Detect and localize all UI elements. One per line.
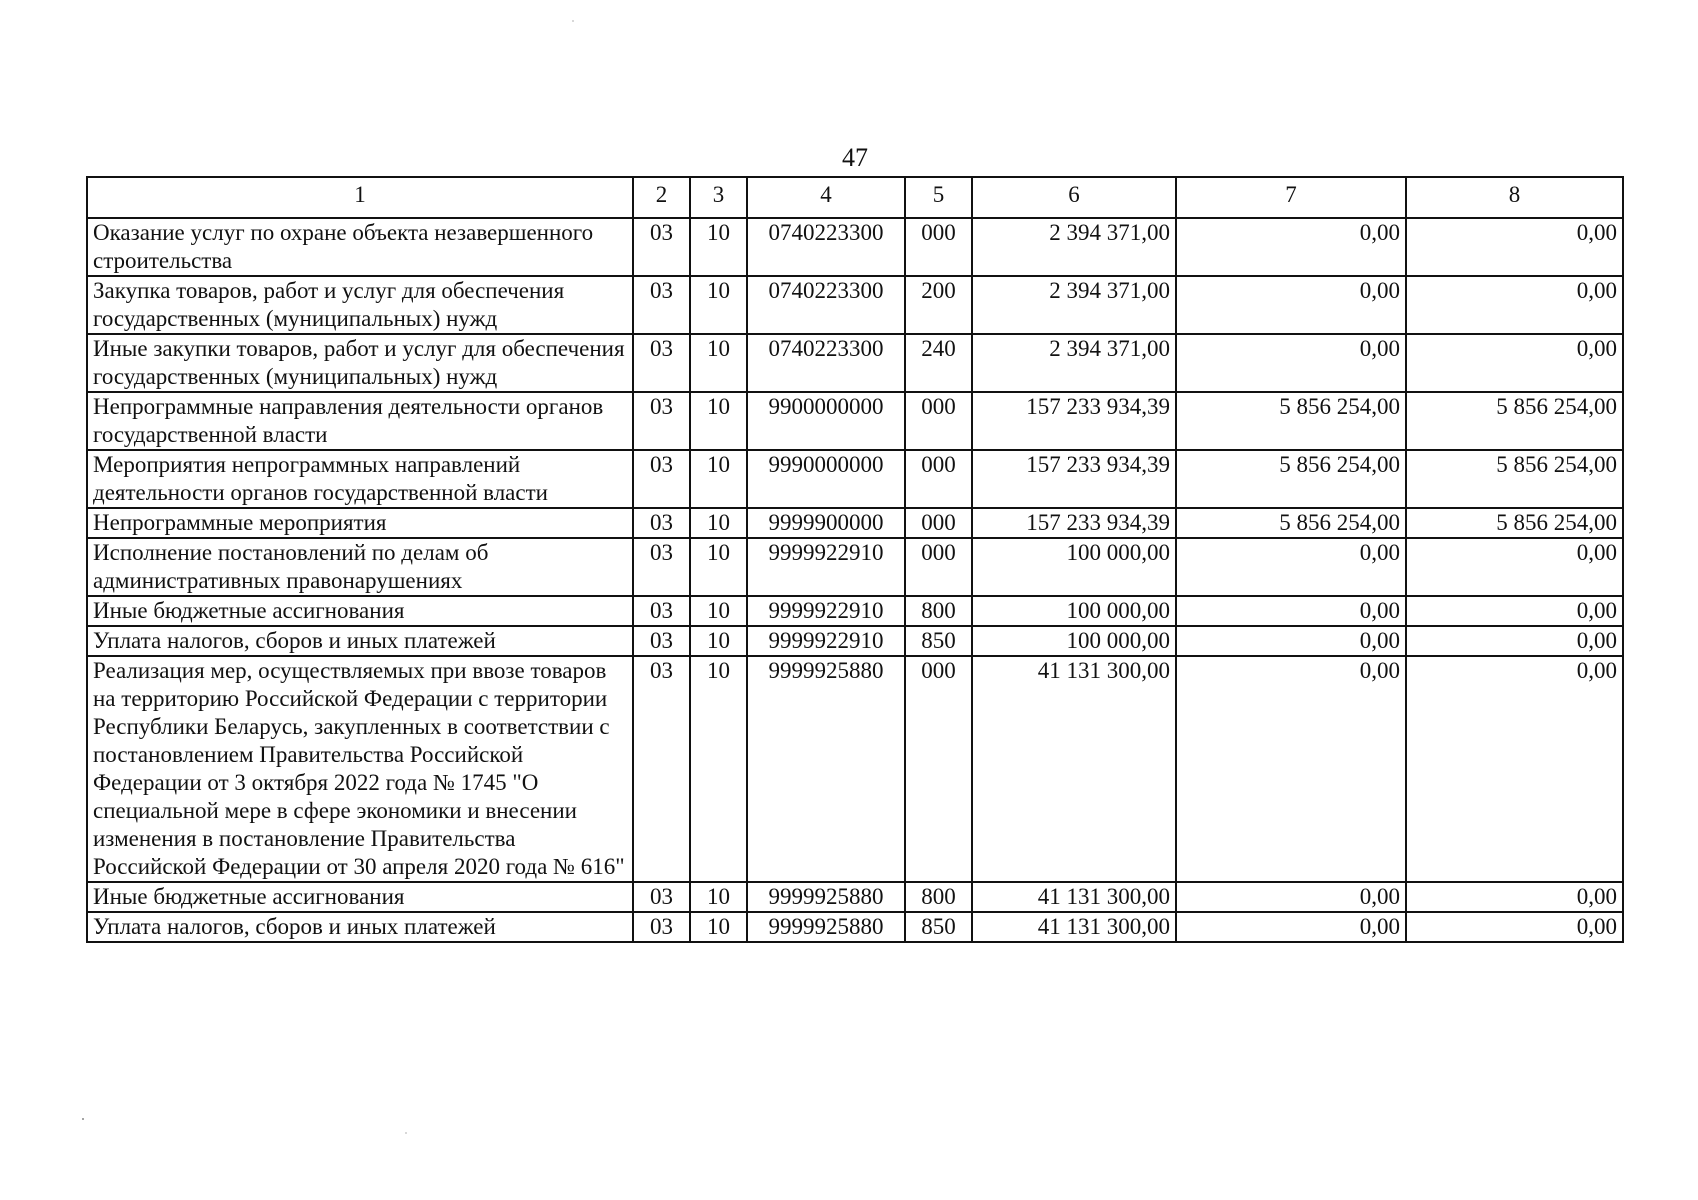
header-col-8: 8 (1406, 177, 1623, 218)
amount-col-8-cell: 0,00 (1406, 626, 1623, 656)
target-article-cell: 9999925880 (747, 656, 905, 882)
subsection-code-cell: 10 (690, 218, 747, 276)
amount-col-8-cell: 0,00 (1406, 882, 1623, 912)
subsection-code-cell: 10 (690, 538, 747, 596)
amount-col-6-cell: 157 233 934,39 (972, 392, 1176, 450)
amount-col-6-cell: 157 233 934,39 (972, 450, 1176, 508)
row-name-cell: Оказание услуг по охране объекта незавершенного строительства (87, 218, 633, 276)
subsection-code-cell: 10 (690, 656, 747, 882)
section-code-cell: 03 (633, 538, 690, 596)
scan-speck (572, 20, 574, 22)
row-name-cell: Уплата налогов, сборов и иных платежей (87, 626, 633, 656)
expense-type-cell: 800 (905, 882, 972, 912)
target-article-cell: 0740223300 (747, 334, 905, 392)
header-col-4: 4 (747, 177, 905, 218)
subsection-code-cell: 10 (690, 882, 747, 912)
expense-type-cell: 000 (905, 656, 972, 882)
row-name-cell: Иные бюджетные ассигнования (87, 882, 633, 912)
amount-col-8-cell: 0,00 (1406, 538, 1623, 596)
subsection-code-cell: 10 (690, 334, 747, 392)
expense-type-cell: 000 (905, 450, 972, 508)
amount-col-6-cell: 41 131 300,00 (972, 882, 1176, 912)
amount-col-6-cell: 100 000,00 (972, 626, 1176, 656)
expense-type-cell: 000 (905, 538, 972, 596)
subsection-code-cell: 10 (690, 626, 747, 656)
section-code-cell: 03 (633, 596, 690, 626)
amount-col-7-cell: 0,00 (1176, 882, 1406, 912)
table-row (87, 392, 1623, 450)
amount-col-7-cell: 0,00 (1176, 218, 1406, 276)
amount-col-7-cell: 0,00 (1176, 656, 1406, 882)
amount-col-8-cell: 0,00 (1406, 334, 1623, 392)
section-code-cell: 03 (633, 882, 690, 912)
target-article-cell: 9999925880 (747, 882, 905, 912)
amount-col-6-cell: 2 394 371,00 (972, 218, 1176, 276)
amount-col-6-cell: 41 131 300,00 (972, 912, 1176, 942)
target-article-cell: 9999900000 (747, 508, 905, 538)
row-name-cell: Непрограммные направления деятельности органов государственной власти (87, 392, 633, 450)
header-col-1: 1 (87, 177, 633, 218)
row-name-cell: Иные бюджетные ассигнования (87, 596, 633, 626)
row-name-cell: Исполнение постановлений по делам об административных правонарушениях (87, 538, 633, 596)
amount-col-8-cell: 0,00 (1406, 218, 1623, 276)
row-name-cell: Закупка товаров, работ и услуг для обеспечения государственных (муниципальных) нужд (87, 276, 633, 334)
amount-col-7-cell: 5 856 254,00 (1176, 450, 1406, 508)
amount-col-7-cell: 0,00 (1176, 626, 1406, 656)
target-article-cell: 9999922910 (747, 538, 905, 596)
expense-type-cell: 000 (905, 508, 972, 538)
header-col-2: 2 (633, 177, 690, 218)
expense-type-cell: 240 (905, 334, 972, 392)
amount-col-8-cell: 0,00 (1406, 656, 1623, 882)
section-code-cell: 03 (633, 626, 690, 656)
section-code-cell: 03 (633, 392, 690, 450)
subsection-code-cell: 10 (690, 450, 747, 508)
table-row (87, 912, 1623, 942)
section-code-cell: 03 (633, 276, 690, 334)
table-row (87, 218, 1623, 276)
scan-speck (82, 1118, 84, 1120)
amount-col-6-cell: 100 000,00 (972, 596, 1176, 626)
expense-type-cell: 850 (905, 626, 972, 656)
scan-speck (405, 1132, 407, 1134)
table-row (87, 596, 1623, 626)
amount-col-7-cell: 5 856 254,00 (1176, 508, 1406, 538)
target-article-cell: 0740223300 (747, 276, 905, 334)
header-col-5: 5 (905, 177, 972, 218)
row-name-cell: Реализация мер, осуществляемых при ввозе товаров на территорию Российской Федерации с территории Республики Беларусь, закупленных в соответствии с постановлением Правительства Российской Федерации от 3 октября 2022 года № 1745 "О специальной мере в сфере экономики и внесении изменения в постановление Правительства Российской Федерации от 30 апреля 2020 года № 616" (87, 656, 633, 882)
amount-col-7-cell: 0,00 (1176, 538, 1406, 596)
amount-col-8-cell: 0,00 (1406, 276, 1623, 334)
subsection-code-cell: 10 (690, 912, 747, 942)
header-row (87, 177, 1623, 218)
amount-col-6-cell: 2 394 371,00 (972, 334, 1176, 392)
subsection-code-cell: 10 (690, 392, 747, 450)
row-name-cell: Уплата налогов, сборов и иных платежей (87, 912, 633, 942)
table-row (87, 450, 1623, 508)
table-row (87, 276, 1623, 334)
target-article-cell: 9990000000 (747, 450, 905, 508)
amount-col-7-cell: 0,00 (1176, 276, 1406, 334)
expense-type-cell: 000 (905, 218, 972, 276)
amount-col-8-cell: 5 856 254,00 (1406, 508, 1623, 538)
target-article-cell: 0740223300 (747, 218, 905, 276)
subsection-code-cell: 10 (690, 276, 747, 334)
amount-col-7-cell: 0,00 (1176, 596, 1406, 626)
table-row (87, 334, 1623, 392)
section-code-cell: 03 (633, 508, 690, 538)
target-article-cell: 9900000000 (747, 392, 905, 450)
expense-type-cell: 000 (905, 392, 972, 450)
expense-type-cell: 800 (905, 596, 972, 626)
amount-col-6-cell: 41 131 300,00 (972, 656, 1176, 882)
section-code-cell: 03 (633, 912, 690, 942)
section-code-cell: 03 (633, 334, 690, 392)
expense-type-cell: 850 (905, 912, 972, 942)
table-row (87, 882, 1623, 912)
row-name-cell: Непрограммные мероприятия (87, 508, 633, 538)
row-name-cell: Мероприятия непрограммных направлений деятельности органов государственной власти (87, 450, 633, 508)
section-code-cell: 03 (633, 218, 690, 276)
header-col-3: 3 (690, 177, 747, 218)
subsection-code-cell: 10 (690, 508, 747, 538)
amount-col-7-cell: 0,00 (1176, 334, 1406, 392)
table-row (87, 626, 1623, 656)
target-article-cell: 9999925880 (747, 912, 905, 942)
section-code-cell: 03 (633, 450, 690, 508)
header-col-6: 6 (972, 177, 1176, 218)
budget-table (86, 176, 1624, 943)
amount-col-8-cell: 0,00 (1406, 912, 1623, 942)
amount-col-8-cell: 0,00 (1406, 596, 1623, 626)
header-col-7: 7 (1176, 177, 1406, 218)
target-article-cell: 9999922910 (747, 626, 905, 656)
amount-col-7-cell: 5 856 254,00 (1176, 392, 1406, 450)
page-number: 47 (842, 143, 868, 172)
expense-type-cell: 200 (905, 276, 972, 334)
table-row (87, 508, 1623, 538)
amount-col-7-cell: 0,00 (1176, 912, 1406, 942)
subsection-code-cell: 10 (690, 596, 747, 626)
row-name-cell: Иные закупки товаров, работ и услуг для обеспечения государственных (муниципальных) нужд (87, 334, 633, 392)
amount-col-8-cell: 5 856 254,00 (1406, 450, 1623, 508)
amount-col-6-cell: 157 233 934,39 (972, 508, 1176, 538)
amount-col-6-cell: 2 394 371,00 (972, 276, 1176, 334)
amount-col-6-cell: 100 000,00 (972, 538, 1176, 596)
table-row (87, 656, 1623, 882)
section-code-cell: 03 (633, 656, 690, 882)
table-row (87, 538, 1623, 596)
target-article-cell: 9999922910 (747, 596, 905, 626)
amount-col-8-cell: 5 856 254,00 (1406, 392, 1623, 450)
